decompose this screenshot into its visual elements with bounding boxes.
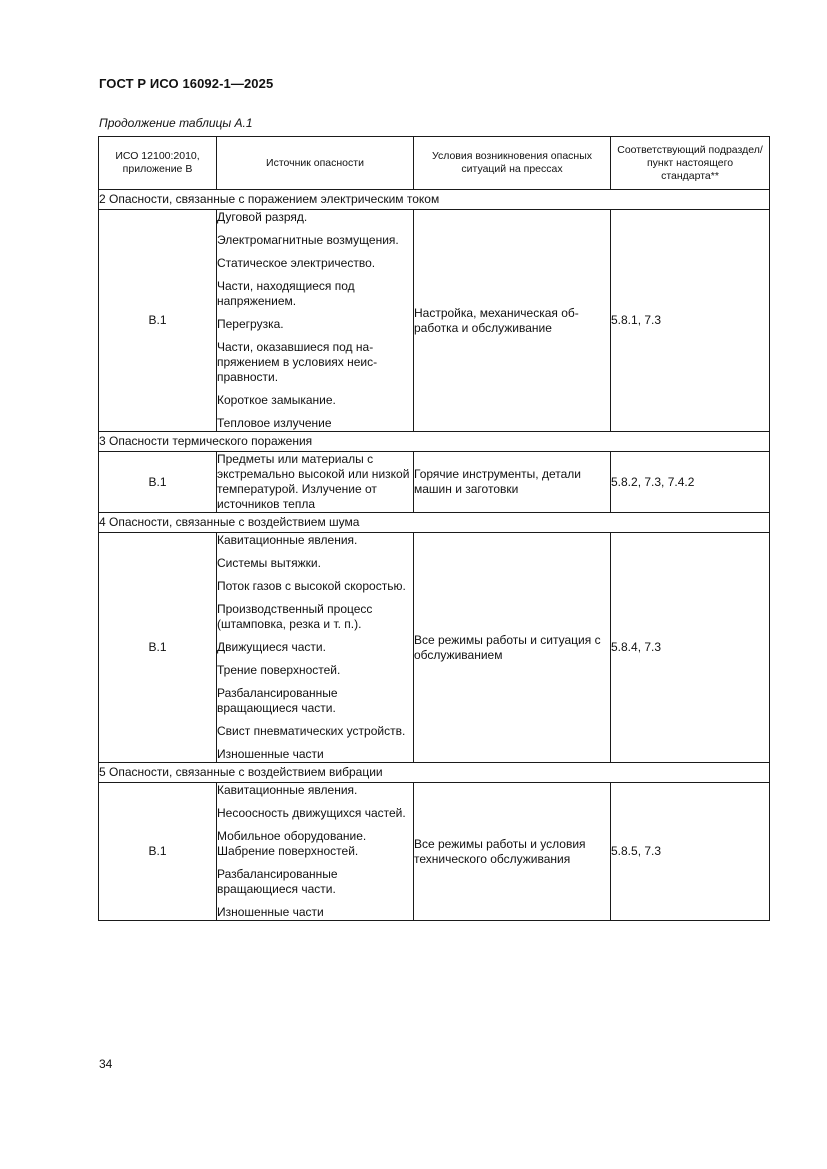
hazard-source-item: Поток газов с высокой скоростью. bbox=[217, 579, 406, 593]
hazard-conditions-cell: Настройка, механическая об-работка и обслуживание bbox=[414, 210, 611, 432]
hazard-source-item: Несоосность движущихся частей. bbox=[217, 806, 406, 820]
standard-clause-cell: 5.8.1, 7.3 bbox=[611, 210, 770, 432]
header-hazard-source: Источник опасности bbox=[217, 137, 414, 190]
section-title: 5 Опасности, связанные с воздействием вибрации bbox=[99, 763, 770, 783]
section-title-row bbox=[99, 432, 770, 452]
hazard-source-item: Части, оказавшиеся под на-пряжением в условиях неис-правности. bbox=[217, 340, 378, 384]
hazard-source-item: Перегрузка. bbox=[217, 317, 284, 331]
hazard-source-item: Мобильное оборудование. Шабрение поверхностей. bbox=[217, 829, 367, 858]
hazard-conditions-cell: Все режимы работы и ситуация с обслуживанием bbox=[414, 533, 611, 763]
hazard-source-item: Кавитационные явления. bbox=[217, 533, 358, 547]
hazard-source-item: Электромагнитные возмущения. bbox=[217, 233, 399, 247]
hazard-source-item: Дуговой разряд. bbox=[217, 210, 308, 224]
hazard-source-item: Разбалансированные вращающиеся части. bbox=[217, 686, 338, 715]
iso-code-cell: B.1 bbox=[99, 452, 217, 513]
section-title-row bbox=[99, 513, 770, 533]
section-title: 4 Опасности, связанные с воздействием шума bbox=[99, 513, 770, 533]
header-standard-clause: Соответствующий подраздел/пункт настоящего стандарта** bbox=[611, 137, 770, 190]
header-iso-reference: ИСО 12100:2010, приложение В bbox=[99, 137, 217, 190]
page-number: 34 bbox=[99, 1057, 113, 1071]
hazard-conditions-cell: Горячие инструменты, детали машин и заготовки bbox=[414, 452, 611, 513]
table-row bbox=[99, 783, 770, 921]
table-caption: Продолжение таблицы А.1 bbox=[99, 116, 253, 130]
hazard-source-item: Предметы или материалы с экстремально высокой или низкой температурой. Излучение от источников тепла bbox=[217, 452, 410, 511]
table-row bbox=[99, 452, 770, 513]
hazard-sources-cell bbox=[217, 210, 414, 432]
hazard-sources-cell bbox=[217, 533, 414, 763]
hazard-source-item: Производственный процесс (штамповка, резка и т. п.). bbox=[217, 602, 373, 631]
header-hazard-conditions: Условия возникновения опасных ситуаций на прессах bbox=[414, 137, 611, 190]
hazard-source-item: Изношенные части bbox=[217, 747, 324, 761]
hazard-source-item: Короткое замыкание. bbox=[217, 393, 336, 407]
section-title-row bbox=[99, 763, 770, 783]
table-row bbox=[99, 210, 770, 432]
hazard-sources-cell bbox=[217, 783, 414, 921]
document-header: ГОСТ Р ИСО 16092-1—2025 bbox=[99, 76, 274, 91]
hazard-source-item: Свист пневматических устройств. bbox=[217, 724, 406, 738]
hazard-source-item: Тепловое излучение bbox=[217, 416, 332, 430]
iso-code-cell: B.1 bbox=[99, 783, 217, 921]
section-title: 3 Опасности термического поражения bbox=[99, 432, 770, 452]
hazard-source-item: Разбалансированные вращающиеся части. bbox=[217, 867, 338, 896]
hazard-table bbox=[98, 136, 770, 921]
hazard-source-item: Части, находящиеся под напряжением. bbox=[217, 279, 355, 308]
hazard-source-item: Трение поверхностей. bbox=[217, 663, 341, 677]
table-row bbox=[99, 533, 770, 763]
hazard-source-item: Статическое электричество. bbox=[217, 256, 376, 270]
standard-clause-cell: 5.8.2, 7.3, 7.4.2 bbox=[611, 452, 770, 513]
section-title-row bbox=[99, 190, 770, 210]
section-title: 2 Опасности, связанные с поражением электрическим током bbox=[99, 190, 770, 210]
hazard-source-item: Движущиеся части. bbox=[217, 640, 326, 654]
table-header-row bbox=[99, 137, 770, 190]
iso-code-cell: B.1 bbox=[99, 533, 217, 763]
standard-clause-cell: 5.8.5, 7.3 bbox=[611, 783, 770, 921]
standard-clause-cell: 5.8.4, 7.3 bbox=[611, 533, 770, 763]
hazard-sources-cell bbox=[217, 452, 414, 513]
hazard-source-item: Кавитационные явления. bbox=[217, 783, 358, 797]
hazard-conditions-cell: Все режимы работы и условия технического обслуживания bbox=[414, 783, 611, 921]
hazard-source-item: Системы вытяжки. bbox=[217, 556, 321, 570]
iso-code-cell: B.1 bbox=[99, 210, 217, 432]
hazard-source-item: Изношенные части bbox=[217, 905, 324, 919]
